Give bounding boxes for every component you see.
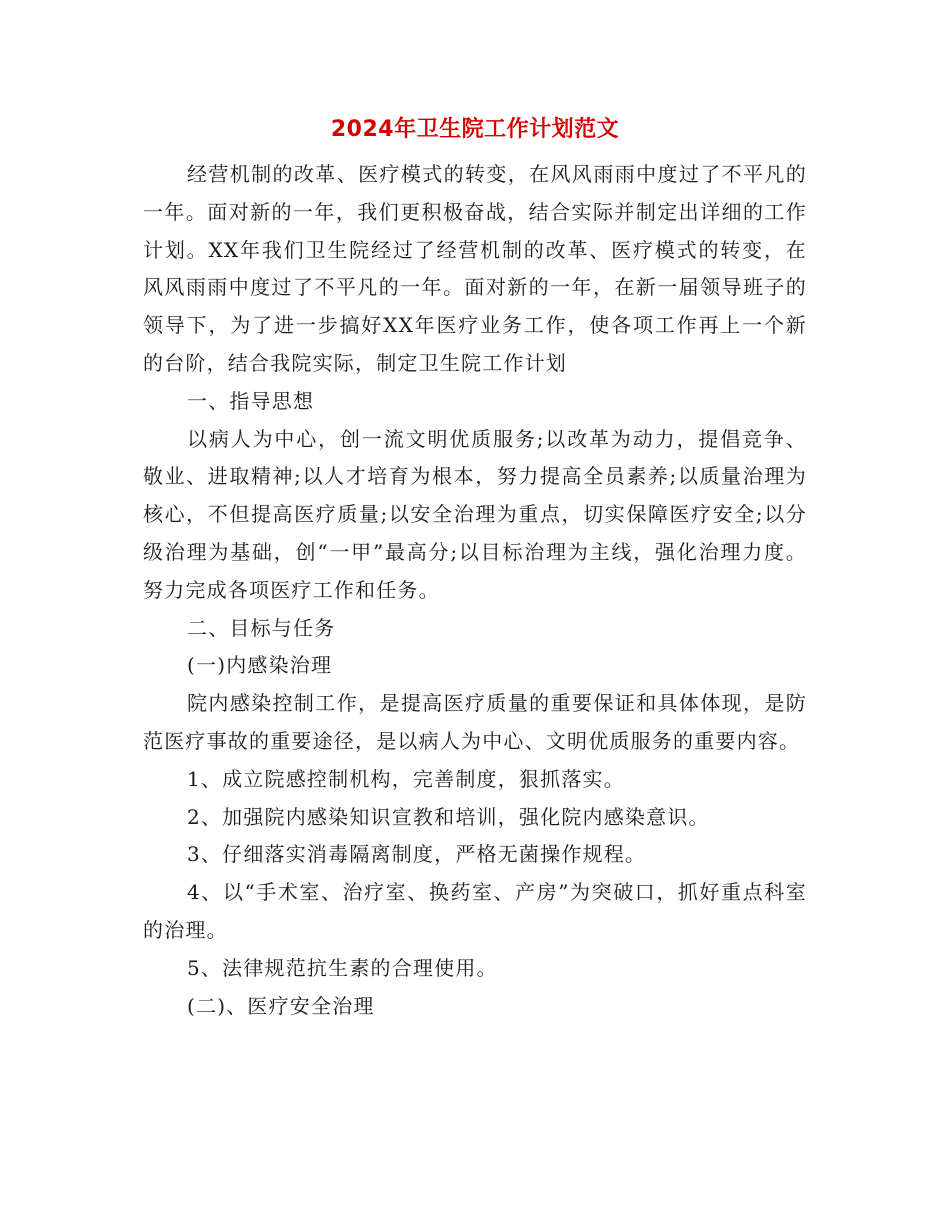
subsection-heading-infection-control: (一)内感染治理 bbox=[187, 653, 333, 678]
list-item: 3、仔细落实消毒隔离制度，严格无菌操作规程。 bbox=[187, 842, 647, 867]
section-heading-guiding-ideology: 一、指导思想 bbox=[187, 388, 315, 413]
section-heading-goals-tasks: 二、目标与任务 bbox=[187, 615, 336, 640]
infection-control-paragraph: 院内感染控制工作，是提高医疗质量的重要保证和具体体现，是防范医疗事故的重要途径，是以病人为中心、文明优质服务的重要内容。 bbox=[143, 691, 807, 753]
intro-paragraph: 经营机制的改革、医疗模式的转变，在风风雨雨中度过了不平凡的一年。面对新的一年，我们更积极奋战，结合实际并制定出详细的工作计划。XX年我们卫生院经过了经营机制的改革、医疗模式的转变，在风风雨雨中度过了不平凡的一年。面对新的一年，在新一届领导班子的领导下，为了进一步搞好XX年医疗业务工作，使各项工作再上一个新的台阶，结合我院实际，制定卫生院工作计划 bbox=[143, 162, 807, 375]
document-body bbox=[143, 156, 807, 1025]
list-item: 5、法律规范抗生素的合理使用。 bbox=[187, 955, 498, 980]
guiding-ideology-paragraph: 以病人为中心，创一流文明优质服务;以改革为动力，提倡竞争、敬业、进取精神;以人才培育为根本，努力提高全员素养;以质量治理为核心，不但提高医疗质量;以安全治理为重点，切实保障医疗安全;以分级治理为基础，创“一甲”最高分;以目标治理为主线，强化治理力度。努力完成各项医疗工作和任务。 bbox=[143, 426, 807, 602]
list-item: 4、以“手术室、治疗室、换药室、产房”为突破口，抓好重点科室的治理。 bbox=[143, 880, 807, 942]
subsection-heading-medical-safety: (二)、医疗安全治理 bbox=[187, 993, 375, 1018]
list-item: 2、加强院内感染知识宣教和培训，强化院内感染意识。 bbox=[187, 804, 710, 829]
list-item: 1、成立院感控制机构，完善制度，狠抓落实。 bbox=[187, 766, 625, 791]
document-title: 2024年卫生院工作计划范文 bbox=[330, 117, 620, 142]
